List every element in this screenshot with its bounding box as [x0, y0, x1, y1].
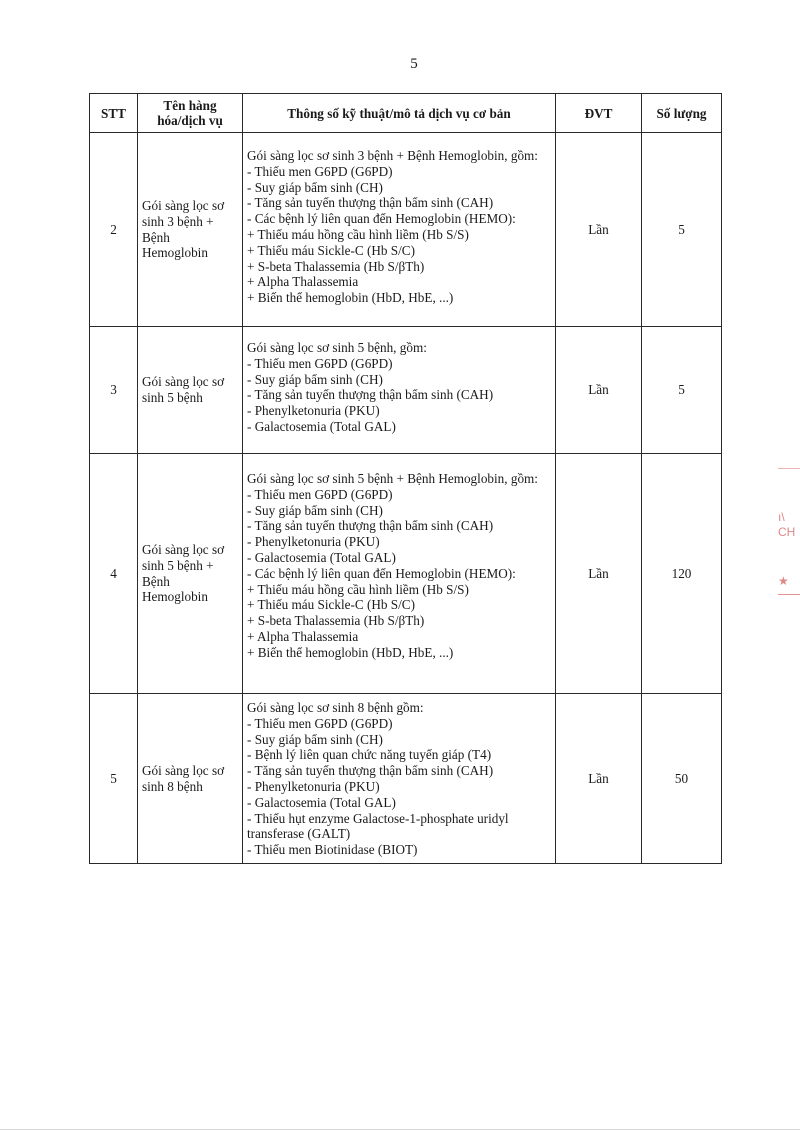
description-line: - Suy giáp bẩm sinh (CH): [247, 371, 383, 387]
description-line: - Các bệnh lý liên quan đến Hemoglobin (HEMO):: [247, 211, 516, 227]
description-line: - Tăng sản tuyến thượng thận bẩm sinh (CAH): [247, 518, 494, 534]
row-description: [243, 454, 556, 694]
row-quantity: 50: [642, 694, 722, 864]
description-line: transferase (GALT): [247, 826, 351, 842]
description-line: - Galactosemia (Total GAL): [247, 549, 396, 565]
page-number: 5: [410, 56, 418, 72]
description-line: + Alpha Thalassemia: [247, 628, 359, 644]
description-line: + Alpha Thalassemia: [247, 274, 359, 290]
row-description: [243, 133, 556, 327]
description-line: - Thiếu men G6PD (G6PD): [247, 486, 393, 502]
stamp-fragment-line: ı\: [778, 510, 785, 524]
header-desc: Thông số kỹ thuật/mô tả dịch vụ cơ bản: [243, 94, 556, 133]
row-item-name: [138, 327, 243, 454]
description-line: Gói sàng lọc sơ sinh 5 bệnh, gồm:: [247, 340, 427, 355]
row-item-name: [138, 694, 243, 864]
stamp-fragment-top: [778, 468, 800, 487]
description-line: - Phenylketonuria (PKU): [247, 534, 380, 550]
item-name-line: Gói sàng lọc sơ: [142, 374, 225, 390]
description-line: - Suy giáp bẩm sinh (CH): [247, 502, 383, 518]
description-line: - Tăng sản tuyến thượng thận bẩm sinh (CAH): [247, 195, 494, 211]
description-line: - Thiếu men Biotinidase (BIOT): [247, 842, 418, 858]
description-line: - Thiếu hụt enzyme Galactose-1-phosphate uridyl: [247, 810, 509, 826]
row-quantity: 5: [642, 133, 722, 327]
row-item-name: [138, 454, 243, 694]
item-name-line: Gói sàng lọc sơ: [142, 541, 225, 557]
row-unit: Lần: [556, 133, 642, 327]
row-item-name: [138, 133, 243, 327]
row-unit: Lần: [556, 454, 642, 694]
description-line: + S-beta Thalassemia (Hb S/βTh): [247, 258, 425, 274]
row-unit: Lần: [556, 694, 642, 864]
row-description: [243, 327, 556, 454]
description-line: - Suy giáp bẩm sinh (CH): [247, 731, 383, 747]
table-header-row: [90, 94, 722, 133]
item-name-line: Hemoglobin: [142, 589, 208, 605]
item-name-line: sinh 8 bệnh: [142, 778, 203, 794]
description-line: - Bệnh lý liên quan chức năng tuyến giáp (T4): [247, 747, 492, 763]
description-line: - Phenylketonuria (PKU): [247, 403, 380, 419]
item-name-line: Hemoglobin: [142, 245, 208, 261]
description-line: + Biến thể hemoglobin (HbD, HbE, ...): [247, 644, 454, 660]
table-row: [90, 327, 722, 454]
description-line: + Biến thể hemoglobin (HbD, HbE, ...): [247, 290, 454, 306]
header-stt: STT: [90, 94, 138, 133]
table-row: [90, 694, 722, 864]
row-stt: 4: [90, 454, 138, 694]
stamp-fragment-line: CH: [778, 525, 796, 539]
description-line: + Thiếu máu hồng cầu hình liềm (Hb S/S): [247, 581, 469, 597]
description-line: Gói sàng lọc sơ sinh 3 bệnh + Bệnh Hemoglobin, gồm:: [247, 148, 538, 163]
description-line: + Thiếu máu hồng cầu hình liềm (Hb S/S): [247, 226, 469, 242]
description-line: - Phenylketonuria (PKU): [247, 778, 380, 794]
item-name-line: Bệnh: [142, 229, 170, 245]
service-spec-table: [89, 93, 722, 864]
header-qty: Số lượng: [642, 94, 722, 133]
description-line: - Tăng sản tuyến thượng thận bẩm sinh (CAH): [247, 387, 494, 403]
item-name-line: sinh 3 bệnh +: [142, 213, 214, 229]
item-name-line: Bệnh: [142, 573, 170, 589]
description-line: + Thiếu máu Sickle-C (Hb S/C): [247, 597, 415, 613]
description-line: + S-beta Thalassemia (Hb S/βTh): [247, 613, 425, 629]
table-body: [90, 133, 722, 864]
description-line: - Galactosemia (Total GAL): [247, 794, 396, 810]
row-unit: Lần: [556, 327, 642, 454]
description-line: - Thiếu men G6PD (G6PD): [247, 355, 393, 371]
description-line: - Galactosemia (Total GAL): [247, 418, 396, 434]
row-stt: 3: [90, 327, 138, 454]
stamp-fragment-star: ★: [778, 574, 800, 595]
table-row: [90, 454, 722, 694]
description-line: - Tăng sản tuyến thượng thận bẩm sinh (CAH): [247, 763, 494, 779]
row-stt: 2: [90, 133, 138, 327]
description-line: Gói sàng lọc sơ sinh 5 bệnh + Bệnh Hemoglobin, gồm:: [247, 471, 538, 486]
page-bottom-edge: [0, 1129, 800, 1130]
description-line: + Thiếu máu Sickle-C (Hb S/C): [247, 242, 415, 258]
row-quantity: 5: [642, 327, 722, 454]
description-line: - Thiếu men G6PD (G6PD): [247, 163, 393, 179]
table-row: [90, 133, 722, 327]
description-line: Gói sàng lọc sơ sinh 8 bệnh gồm:: [247, 700, 424, 715]
row-quantity: 120: [642, 454, 722, 694]
item-name-line: Gói sàng lọc sơ: [142, 762, 225, 778]
header-name: Tên hàng hóa/dịch vụ: [138, 94, 243, 133]
header-unit: ĐVT: [556, 94, 642, 133]
stamp-fragment-text: [778, 510, 800, 544]
description-line: - Suy giáp bẩm sinh (CH): [247, 179, 383, 195]
row-stt: 5: [90, 694, 138, 864]
description-line: - Thiếu men G6PD (G6PD): [247, 715, 393, 731]
item-name-line: Gói sàng lọc sơ: [142, 197, 225, 213]
row-description: [243, 694, 556, 864]
item-name-line: sinh 5 bệnh +: [142, 557, 214, 573]
description-line: - Các bệnh lý liên quan đến Hemoglobin (HEMO):: [247, 565, 516, 581]
item-name-line: sinh 5 bệnh: [142, 390, 203, 405]
